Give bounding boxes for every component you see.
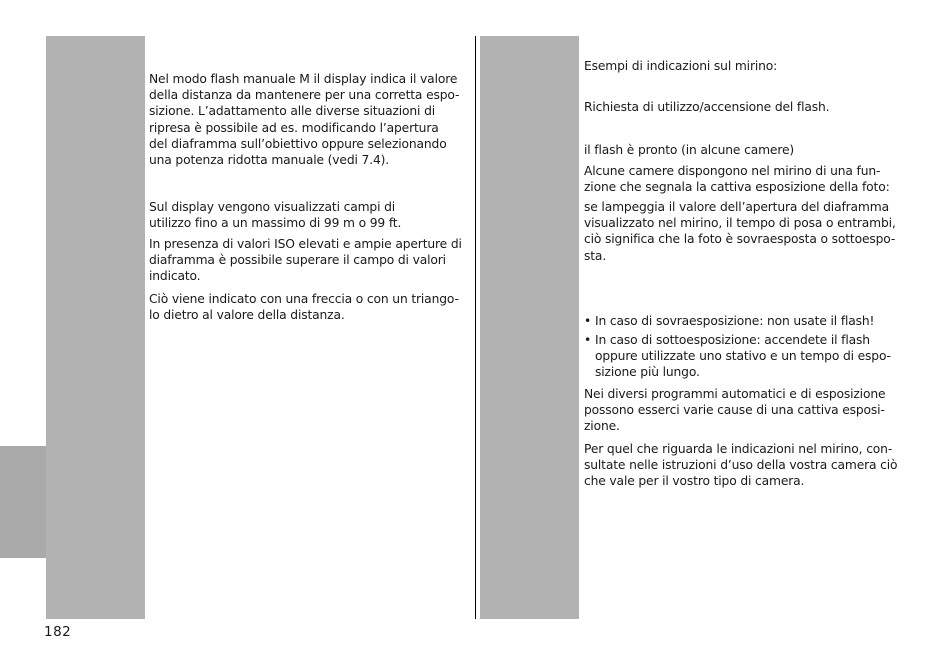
flash-ready-text: il flash è pronto (in alcune camere) [584, 143, 795, 157]
underexposure-advice: In caso di sottoesposizione: accendete il flash oppure utilizzate uno stativo e un tempo di espo- sizione più lungo. [595, 333, 891, 380]
right-margin-bar [480, 36, 579, 619]
page-divider [475, 36, 476, 619]
camera-instructions-paragraph: Per quel che riguarda le indicazioni nel mirino, con- sultate nelle istruzioni d’uso della vostra camera ciò che vale per il vostro tipo di camera. [584, 442, 898, 489]
chapter-tab [0, 446, 46, 558]
blinking-value-paragraph: se lampeggia il valore dell’apertura del diaframma visualizzato nel mirino, il tempo di posa o entrambi, ciò significa che la foto è sovraesposta o sottoespo- sta. [584, 200, 896, 263]
overexposure-advice: In caso di sovraesposizione: non usate il flash! [595, 314, 875, 328]
bullet-icon: • [584, 333, 592, 347]
manual-flash-paragraph: Nel modo flash manuale M il display indica il valore della distanza da mantenere per una corretta espo- sizione. L’adattamento alle diverse situazioni di ripresa è possibile ad es. modificando l’apertura del diaframma sull’obiettivo oppure selezionando una potenza ridotta manuale (vedi 7.4). [149, 72, 460, 168]
exposure-warning-paragraph: Alcune camere dispongono nel mirino di una fun- zione che segnala la cattiva esposizione della foto: [584, 164, 890, 195]
page-number: 182 [44, 624, 72, 640]
arrow-indicator-paragraph: Ciò viene indicato con una freccia o con un triango- lo dietro al valore della distanza. [149, 292, 459, 323]
iso-paragraph: In presenza di valori ISO elevati e ampie aperture di diaframma è possibile superare il campo di valori indicato. [149, 237, 462, 284]
display-range-paragraph: Sul display vengono visualizzati campi di utilizzo fino a un massimo di 99 m o 99 ft. [149, 200, 402, 231]
automatic-programs-paragraph: Nei diversi programmi automatici e di esposizione possono esserci varie cause di una cattiva esposi- zione. [584, 387, 886, 434]
flash-request-text: Richiesta di utilizzo/accensione del flash. [584, 100, 830, 114]
left-margin-bar [46, 36, 145, 619]
viewfinder-heading: Esempi di indicazioni sul mirino: [584, 59, 778, 73]
bullet-icon: • [584, 314, 592, 328]
